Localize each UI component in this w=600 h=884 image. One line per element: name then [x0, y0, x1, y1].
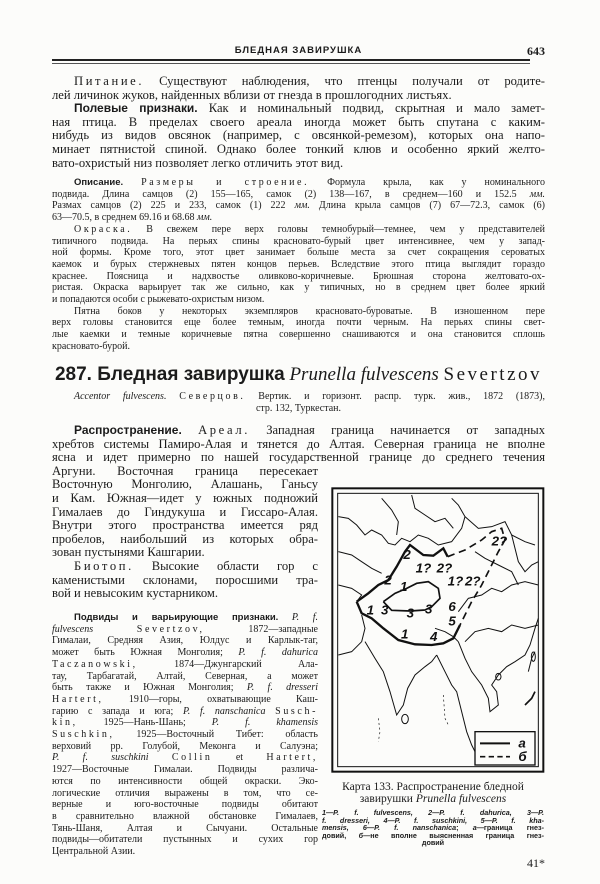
map-label: 5 [448, 613, 456, 629]
bold-heading: Полевые признаки. [74, 101, 198, 116]
italic-text: P. f. [291, 612, 319, 623]
spaced-text: Suschkin, [52, 729, 115, 741]
text-run: типичного подвида. На перьях спины красновато-бурый цвет интенсивнее, чем у запад- [52, 235, 545, 247]
map-label: 1 [400, 579, 408, 594]
text-line [52, 102, 545, 116]
text-run: верх головы становится еще более темным, иногда почти черным. На перьях спины свет- [52, 317, 545, 329]
spaced-text: Питание. [74, 74, 145, 88]
range-text-column [52, 465, 318, 601]
italic-text: б [358, 830, 364, 840]
map-label: 1 [366, 602, 375, 618]
text-line [52, 259, 545, 271]
text-line [52, 533, 318, 547]
text-run [182, 423, 198, 437]
italic-text: P. f. dahurica [238, 647, 318, 659]
text-run: подвиды—обитатели пустынных и сухих гор [52, 834, 318, 846]
text-run: —граница гнез- [476, 823, 544, 833]
map-label: 1 [401, 626, 409, 642]
map-label: 2? [436, 560, 453, 576]
text-run: 63—70.5, в среднем 69.16 и 68.68 [52, 212, 198, 224]
text-line [52, 560, 318, 574]
text-line [52, 75, 545, 89]
text-line [52, 157, 545, 171]
text-run: и Кам. Южная—идет у южных подножий [52, 490, 318, 505]
text-line [52, 694, 318, 706]
map-label: 3 [425, 601, 433, 617]
text-line [52, 317, 545, 329]
text-line [52, 624, 318, 636]
text-run: красновато-бурой. [52, 340, 130, 352]
italic-text: 1—P. f. fulvescens, 2—P. f. dahurica, 3—P. [322, 808, 544, 817]
map-label: 2? [465, 573, 481, 589]
text-run: Размах самцов (2) 225 и 233, самок (1) 222 [52, 200, 295, 212]
text-run: тау, Тарбагатай, Алтай, Северная, а может [52, 670, 318, 682]
species-number-name: 287. Бледная завирушка [54, 364, 285, 385]
spaced-text: Размеры и строение. [141, 177, 310, 188]
text-run: Внутри этого пространства имеется ряд [52, 518, 318, 533]
map-islands [378, 695, 448, 742]
text-line [52, 671, 318, 683]
text-run: 1925—Восточный Тибет: область [114, 729, 318, 741]
text-run: ются по интенсивности общей окраски. Эко- [52, 775, 318, 787]
text-line [52, 834, 318, 846]
caption-legend-last: довий [421, 838, 445, 848]
spaced-text: Hartert, [266, 752, 318, 764]
text-line [52, 212, 545, 224]
text-line [52, 799, 318, 811]
text-line [52, 306, 545, 318]
text-line [52, 717, 318, 729]
spaced-text: Северцов. [179, 391, 246, 402]
header-rule [52, 59, 530, 64]
italic-text: P. f. suschkini [52, 752, 149, 764]
caption-prefix: завирушки [359, 793, 416, 805]
text-run [149, 752, 172, 763]
text-line [52, 587, 318, 601]
map-frame-inner [338, 493, 539, 766]
page-number: 643 [527, 44, 545, 58]
caption-latin: Prunella fulvescens [415, 793, 507, 805]
legend-label-dashed: б [518, 749, 527, 764]
description-text [52, 177, 545, 353]
text-line [52, 635, 318, 647]
range-map [325, 485, 585, 775]
text-line [52, 391, 545, 403]
text-run: ясна и идет примерно по нашей государственной границе до среднего течения [52, 450, 545, 465]
italic-text: P. f. khamensis [211, 717, 318, 729]
map-label: 4 [430, 629, 438, 644]
species-author: Severtzov [443, 364, 543, 385]
text-line [52, 189, 545, 201]
italic-text: P. f. dresseri [246, 682, 318, 694]
text-line [52, 478, 318, 492]
text-line [52, 811, 318, 823]
text-run: в сравнительно влажной обстановке Гималаев, [52, 810, 318, 822]
text-run: логические отличия выражены в том, что се- [52, 787, 318, 799]
text-run: Гималаи, Средняя Азия, Юлдус и Карлык-таг, [52, 635, 318, 647]
text-run: гарию с запада и юга; [52, 705, 183, 717]
italic-text: мм. [529, 188, 545, 200]
caption-legend [322, 809, 544, 839]
text-run: 1910—горы, охватывающие Каш- [103, 693, 318, 705]
text-line [52, 465, 318, 479]
text-run [265, 706, 275, 717]
text-run: 1925—Нань-Шань; [77, 717, 212, 729]
legend-label-solid: а [518, 735, 526, 751]
map-coastlines-and-borders [338, 495, 538, 755]
text-line [52, 776, 318, 788]
map-caption [322, 781, 544, 847]
caption-title-line-2 [322, 793, 544, 805]
text-run: Пятна боков у некоторых экземпляров красновато-буроватые. В изношенном пере [74, 305, 545, 317]
text-run: может быть Южная Монголия; [52, 647, 239, 659]
spaced-text: Ареал. [198, 423, 250, 437]
text-line [52, 224, 545, 236]
text-line [52, 659, 318, 671]
map-label: 2 [403, 547, 411, 562]
text-line [52, 143, 545, 157]
text-run: краснее. Поясница и надхвостье оливково-коричневые. Брюшная сторона желтовато-ох- [52, 270, 545, 282]
text-line [52, 271, 545, 283]
map-label: 2 [384, 572, 392, 588]
text-line [52, 612, 318, 624]
text-line [52, 752, 318, 764]
printer-signature: 41* [527, 856, 545, 870]
spaced-text: Hartert, [52, 693, 104, 705]
text-run: Западная граница начинается от западных [249, 423, 545, 437]
text-run: ная птица. В пределах своего ареала иногда может быть спутана с каким- [52, 114, 545, 129]
text-run: вато-охристый низ позволяет легко отличить этот вид. [52, 155, 344, 170]
bold-heading: Описание. [74, 177, 124, 188]
italic-text: мм. [197, 212, 213, 224]
text-run: каемок и бурых стержневых пятен концов перьев. Вследствие этого птица выглядит гораздо [52, 258, 545, 270]
text-line [52, 729, 318, 741]
italic-text: P. f. nanschanica [182, 705, 266, 717]
text-line [52, 89, 545, 103]
bold-heading: Подвиды и варьирующие признаки. [74, 612, 279, 623]
spaced-text: Severtzov, [136, 623, 205, 635]
text-run: минает пятнистой спиной. Однако более тонкий клюв и особенно яркий желто- [52, 141, 545, 156]
text-run: Как и номинальный подвид, скрытная и мало замет- [197, 101, 545, 116]
map-frame-outer [332, 488, 543, 771]
text-run: Аргуни. Восточная граница пересекает [52, 463, 318, 478]
bold-heading: Распространение. [74, 423, 182, 437]
spaced-text: Биотоп. [74, 558, 134, 573]
italic-text: fulvescens [52, 623, 94, 635]
text-run: ; [456, 823, 473, 833]
text-line [52, 294, 545, 306]
text-line [52, 788, 318, 800]
text-run: Гималаев до Гиндукуша и Гиссаро-Алая. [52, 504, 318, 519]
text-line [52, 846, 318, 858]
spaced-text: Окраска. [74, 223, 133, 235]
map-label: 2? [491, 533, 508, 549]
text-run: Существуют наблюдения, что птенцы получали от родите- [144, 74, 545, 88]
text-line [52, 823, 318, 835]
text-run: Тянь-Шаня, Алтая и Сычуани. Остальные [52, 822, 318, 834]
map-label: 1? [415, 560, 432, 576]
text-line [52, 492, 318, 506]
text-line [52, 546, 318, 560]
text-line [52, 424, 545, 438]
text-run: нибудь из видов овсянок (например, с овсянкой-ремезом), которых она напо- [52, 128, 545, 143]
text-run: довий, [322, 830, 359, 840]
synonym-line-2: стр. 132, Туркестан. [255, 402, 342, 414]
text-line [52, 519, 318, 533]
spaced-text: Susch- [275, 705, 318, 717]
text-line [52, 506, 318, 520]
text-run: Высокие области гор с [133, 558, 318, 573]
synonym-line-1 [52, 391, 545, 403]
text-run [166, 391, 179, 402]
text-line [52, 764, 318, 776]
text-line [52, 329, 545, 341]
italic-text: мм. [294, 200, 310, 212]
text-run: 1872—западные [204, 623, 318, 635]
text-run: Формула крыла, как у номинального [309, 177, 545, 188]
text-run: Центральной Азии. [52, 846, 136, 858]
text-line [52, 236, 545, 248]
text-line [52, 706, 318, 718]
text-run: лей личинок жуков, найденных вблизи от гнезда в прошлогодних листьях. [52, 87, 452, 102]
text-run: подвида. Длина самцов (2) 155—165, самок (2) 138—167, в среднем—160 и 152.5 [52, 188, 530, 200]
text-run: ристая. Окраска варьирует так же сильно, как у типичных, но в среднем цвет более яркий [52, 282, 545, 294]
feeding-and-field-marks-text [52, 75, 545, 170]
text-line [52, 177, 545, 189]
italic-text: f. dresseri, 4—P. f. suschkini, 5—P. f. kha- [322, 815, 544, 825]
text-line [52, 647, 318, 659]
text-run: Длина крыла самцов (7) 67—72.3, самок (6) [309, 200, 545, 212]
text-run: верховий рр. Голубой, Меконга и Салуэна; [52, 740, 318, 752]
running-title: БЛЕДНАЯ ЗАВИРУШКА [234, 45, 363, 56]
synonym-citation [52, 391, 545, 414]
caption-title-line: Карта 133. Распространение бледной [342, 781, 524, 793]
text-line [52, 116, 545, 130]
species-title [52, 363, 545, 387]
species-latin-name: Prunella fulvescens [289, 364, 439, 385]
text-line [52, 282, 545, 294]
range-text-full [52, 424, 545, 465]
text-line [52, 200, 545, 212]
text-line [52, 574, 318, 588]
text-run: верные и юго-восточные подвиды обитают [52, 799, 318, 811]
text-run: зован пустынями Кашгарии. [52, 545, 205, 560]
text-run: В свежем пере верх головы темнобурый—темнее, чем у представителей [132, 223, 545, 235]
text-run: каменистыми склонами, поросшими тра- [52, 572, 318, 587]
text-run: хребтов системы Памиро-Алая и тянется до Алтая. Северная граница не вполне [52, 436, 545, 451]
text-run [278, 612, 292, 623]
text-run: Восточную Монголию, Алашань, Ганьсу [52, 477, 318, 492]
text-run [123, 177, 141, 188]
text-line [52, 682, 318, 694]
text-run: 1874—Джунгарский Ала- [137, 658, 318, 670]
text-line [52, 129, 545, 143]
map-label: 6 [448, 599, 456, 614]
spaced-text: kin, [52, 717, 78, 729]
map-label: 3 [381, 602, 389, 618]
text-line [52, 247, 545, 259]
text-run: вой и невысоким кустарником. [52, 586, 219, 601]
text-run [93, 624, 137, 635]
text-run: пробелов, наибольший из которых обра- [52, 531, 318, 546]
map-label: 3 [406, 605, 415, 621]
italic-text: mensis, 6—P. f. nanschanica [322, 823, 457, 833]
subspecies-text [52, 612, 318, 858]
italic-text: Accentor fulvescens. [74, 391, 167, 402]
text-run: и попадаются особи с рыжевато-охристым низом. [52, 294, 265, 306]
text-run: Вертик. и горизонт. распр. турк. жив., 1872 (1873), [245, 391, 546, 402]
text-run: ной формы. Кроме того, этот цвет занимает больше места за счет сокращения сероватых [52, 247, 545, 259]
spaced-text: Collin [171, 752, 213, 764]
italic-text: а [472, 823, 477, 833]
text-run: 1927—Восточные Гималаи. Подвиды различа- [52, 764, 318, 776]
text-run: —не вполне выясненная граница гнез- [363, 830, 545, 840]
text-run: лые каемки и темные коричневые пятна совершенно снашиваются и она становится сплошь [52, 329, 545, 341]
text-line [52, 341, 545, 353]
text-run: et [212, 752, 267, 764]
spaced-text: Taczanowski, [52, 658, 138, 670]
text-line [52, 741, 318, 753]
map-label: 1? [447, 573, 464, 589]
text-line [52, 438, 545, 452]
text-run: быть также и Южная Монголия; [52, 682, 247, 694]
text-line [52, 451, 545, 465]
